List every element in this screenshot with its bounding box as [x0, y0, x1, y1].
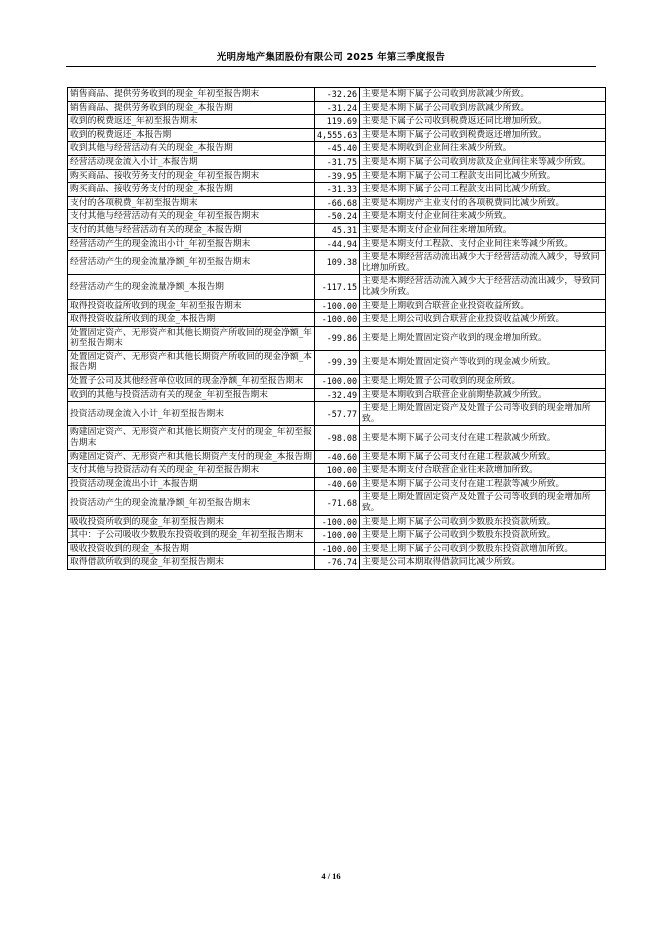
item-cell: 经营活动产生的现金流量净额_本报告期 — [68, 275, 315, 299]
table-row — [68, 169, 606, 183]
reason-cell: 主要是本期下属子公司收到房款及企业间往来等减少所致。 — [360, 155, 606, 169]
reason-cell: 主要是本期房产主业支付的各项税费同比减少所致。 — [360, 196, 606, 210]
reason-cell: 主要是上期处置固定资产及处置子公司等收到的现金增加所致。 — [360, 402, 606, 426]
item-cell: 取得借款所收到的现金_年初至报告期末 — [68, 556, 315, 570]
table-row — [68, 450, 606, 464]
table-row — [68, 388, 606, 402]
reason-cell: 主要是本期经营活动流出减少大于经营活动流入减少，导致同比增加所致。 — [360, 251, 606, 275]
reason-cell: 主要是上期收到合联营企业投资收益所致。 — [360, 299, 606, 313]
reason-cell: 主要是本期处置固定资产等收到的现金减少所致。 — [360, 350, 606, 374]
change-percent-cell: -117.15 — [315, 275, 360, 299]
change-percent-cell: -76.74 — [315, 556, 360, 570]
table-row — [68, 210, 606, 224]
item-cell: 处置固定资产、无形资产和其他长期资产所收回的现金净额_本报告期 — [68, 350, 315, 374]
change-percent-cell: 119.69 — [315, 115, 360, 129]
item-cell: 购买商品、接收劳务支付的现金_本报告期 — [68, 183, 315, 197]
reason-cell: 主要是本期下属子公司工程款支出同比减少所致。 — [360, 169, 606, 183]
table-row — [68, 101, 606, 115]
change-percent-cell: -57.77 — [315, 402, 360, 426]
table-row — [68, 183, 606, 197]
report-title: 光明房地产集团股份有限公司 2025 年第三季度报告 — [216, 52, 446, 63]
change-percent-cell: -40.60 — [315, 477, 360, 491]
change-percent-cell: -32.49 — [315, 388, 360, 402]
item-cell: 经营活动现金流入小计_本报告期 — [68, 155, 315, 169]
item-cell: 取得投资收益所收到的现金_年初至报告期末 — [68, 299, 315, 313]
change-percent-cell: -100.00 — [315, 515, 360, 529]
page-header — [66, 44, 596, 68]
change-percent-cell: -100.00 — [315, 542, 360, 556]
table-row — [68, 313, 606, 327]
table-row — [68, 477, 606, 491]
reason-cell: 主要是上期下属子公司收到少数股东投资款所致。 — [360, 515, 606, 529]
item-cell: 其中：子公司吸收少数股东投资收到的现金_年初至报告期末 — [68, 529, 315, 543]
change-percent-cell: 4,555.63 — [315, 128, 360, 142]
item-cell: 销售商品、提供劳务收到的现金_年初至报告期末 — [68, 88, 315, 102]
item-cell: 收到的其他与投资活动有关的现金_年初至报告期末 — [68, 388, 315, 402]
item-cell: 收到其他与经营活动有关的现金_本报告期 — [68, 142, 315, 156]
item-cell: 购建固定资产、无形资产和其他长期资产支付的现金_年初至报告期末 — [68, 426, 315, 450]
item-cell: 销售商品、提供劳务收到的现金_本报告期 — [68, 101, 315, 115]
table-row — [68, 350, 606, 374]
change-percent-cell: -31.75 — [315, 155, 360, 169]
reason-cell: 主要是上期处置固定资产收到的现金增加所致。 — [360, 326, 606, 350]
change-percent-cell: -50.24 — [315, 210, 360, 224]
change-percent-cell: -31.24 — [315, 101, 360, 115]
change-percent-cell: -98.08 — [315, 426, 360, 450]
item-cell: 取得投资收益所收到的现金_本报告期 — [68, 313, 315, 327]
change-percent-cell: -40.60 — [315, 450, 360, 464]
reason-cell: 主要是本期下属子公司支付在建工程款等减少所致。 — [360, 477, 606, 491]
item-cell: 支付的各项税费_年初至报告期末 — [68, 196, 315, 210]
table-body — [68, 88, 606, 570]
change-percent-cell: -66.68 — [315, 196, 360, 210]
reason-cell: 主要是本期支付企业间往来增加所致。 — [360, 223, 606, 237]
change-percent-cell: -71.68 — [315, 491, 360, 515]
table-row — [68, 375, 606, 389]
table-row — [68, 275, 606, 299]
change-percent-cell: -99.39 — [315, 350, 360, 374]
item-cell: 支付的其他与经营活动有关的现金_本报告期 — [68, 223, 315, 237]
table-row — [68, 515, 606, 529]
item-cell: 投资活动现金流入小计_年初至报告期末 — [68, 402, 315, 426]
table-row — [68, 237, 606, 251]
header-divider — [66, 66, 596, 67]
change-percent-cell: -100.00 — [315, 299, 360, 313]
cash-flow-change-table — [67, 87, 606, 570]
table-row — [68, 88, 606, 102]
item-cell: 投资活动现金流出小计_本报告期 — [68, 477, 315, 491]
table-row — [68, 426, 606, 450]
reason-cell: 主要是本期下属子公司收到房款减少所致。 — [360, 88, 606, 102]
reason-cell: 主要是上期处置子公司收到的现金所致。 — [360, 375, 606, 389]
reason-cell: 主要是本期下属子公司收到房款减少所致。 — [360, 101, 606, 115]
change-percent-cell: -100.00 — [315, 375, 360, 389]
table-row — [68, 556, 606, 570]
change-percent-cell: -31.33 — [315, 183, 360, 197]
reason-cell: 主要是上期处置固定资产及处置子公司等收到的现金增加所致。 — [360, 491, 606, 515]
change-percent-cell: -39.95 — [315, 169, 360, 183]
reason-cell: 主要是本期下属子公司工程款支出同比减少所致。 — [360, 183, 606, 197]
table-row — [68, 464, 606, 478]
change-percent-cell: -45.40 — [315, 142, 360, 156]
item-cell: 经营活动产生的现金流量净额_年初至报告期末 — [68, 251, 315, 275]
item-cell: 吸收投资所收到的现金_年初至报告期末 — [68, 515, 315, 529]
reason-cell: 主要是本期支付合联营企业往来款增加所致。 — [360, 464, 606, 478]
table-row — [68, 529, 606, 543]
item-cell: 处置子公司及其他经营单位收回的现金净额_年初至报告期末 — [68, 375, 315, 389]
table-row — [68, 128, 606, 142]
reason-cell: 主要是本期支付工程款、支付企业间往来等减少所致。 — [360, 237, 606, 251]
change-percent-cell: -100.00 — [315, 313, 360, 327]
table-row — [68, 299, 606, 313]
reason-cell: 主要是本期支付企业间往来减少所致。 — [360, 210, 606, 224]
table-row — [68, 542, 606, 556]
reason-cell: 主要是本期经营活动流入减少大于经营活动流出减少，导致同比减少所致。 — [360, 275, 606, 299]
item-cell: 处置固定资产、无形资产和其他长期资产所收回的现金净额_年初至报告期末 — [68, 326, 315, 350]
table-row — [68, 142, 606, 156]
reason-cell: 主要是本期下属子公司收到税费返还增加所致。 — [360, 128, 606, 142]
item-cell: 吸收投资收到的现金_本报告期 — [68, 542, 315, 556]
item-cell: 收到的税费返还_本报告期 — [68, 128, 315, 142]
reason-cell: 主要是本期下属子公司支付在建工程款减少所致。 — [360, 450, 606, 464]
item-cell: 支付其他与经营活动有关的现金_年初至报告期末 — [68, 210, 315, 224]
change-percent-cell: 100.00 — [315, 464, 360, 478]
reason-cell: 主要是上期公司收到合联营企业投资收益减少所致。 — [360, 313, 606, 327]
table-row — [68, 402, 606, 426]
table-row — [68, 196, 606, 210]
reason-cell: 主要是本期收到合联营企业前期垫款减少所致。 — [360, 388, 606, 402]
table-row — [68, 115, 606, 129]
change-percent-cell: 45.31 — [315, 223, 360, 237]
table-row — [68, 251, 606, 275]
reason-cell: 主要是下属子公司收到税费返还同比增加所致。 — [360, 115, 606, 129]
page-number: 4 / 16 — [321, 871, 341, 881]
table-row — [68, 326, 606, 350]
reason-cell: 主要是公司本期取得借款同比减少所致。 — [360, 556, 606, 570]
reason-cell: 主要是上期下属子公司收到少数股东投资款所致。 — [360, 529, 606, 543]
reason-cell: 主要是本期收到企业间往来减少所致。 — [360, 142, 606, 156]
reason-cell: 主要是上期下属子公司收到少数股东投资款增加所致。 — [360, 542, 606, 556]
change-percent-cell: -99.86 — [315, 326, 360, 350]
table-row — [68, 223, 606, 237]
table-row — [68, 491, 606, 515]
change-percent-cell: -44.94 — [315, 237, 360, 251]
change-percent-cell: -32.26 — [315, 88, 360, 102]
item-cell: 购买商品、接收劳务支付的现金_年初至报告期末 — [68, 169, 315, 183]
item-cell: 支付其他与投资活动有关的现金_年初至报告期末 — [68, 464, 315, 478]
change-percent-cell: 109.38 — [315, 251, 360, 275]
item-cell: 收到的税费返还_年初至报告期末 — [68, 115, 315, 129]
item-cell: 投资活动产生的现金流量净额_年初至报告期末 — [68, 491, 315, 515]
item-cell: 经营活动产生的现金流出小计_年初至报告期末 — [68, 237, 315, 251]
table-row — [68, 155, 606, 169]
reason-cell: 主要是本期下属子公司支付在建工程款减少所致。 — [360, 426, 606, 450]
change-percent-cell: -100.00 — [315, 529, 360, 543]
item-cell: 购建固定资产、无形资产和其他长期资产支付的现金_本报告期 — [68, 450, 315, 464]
